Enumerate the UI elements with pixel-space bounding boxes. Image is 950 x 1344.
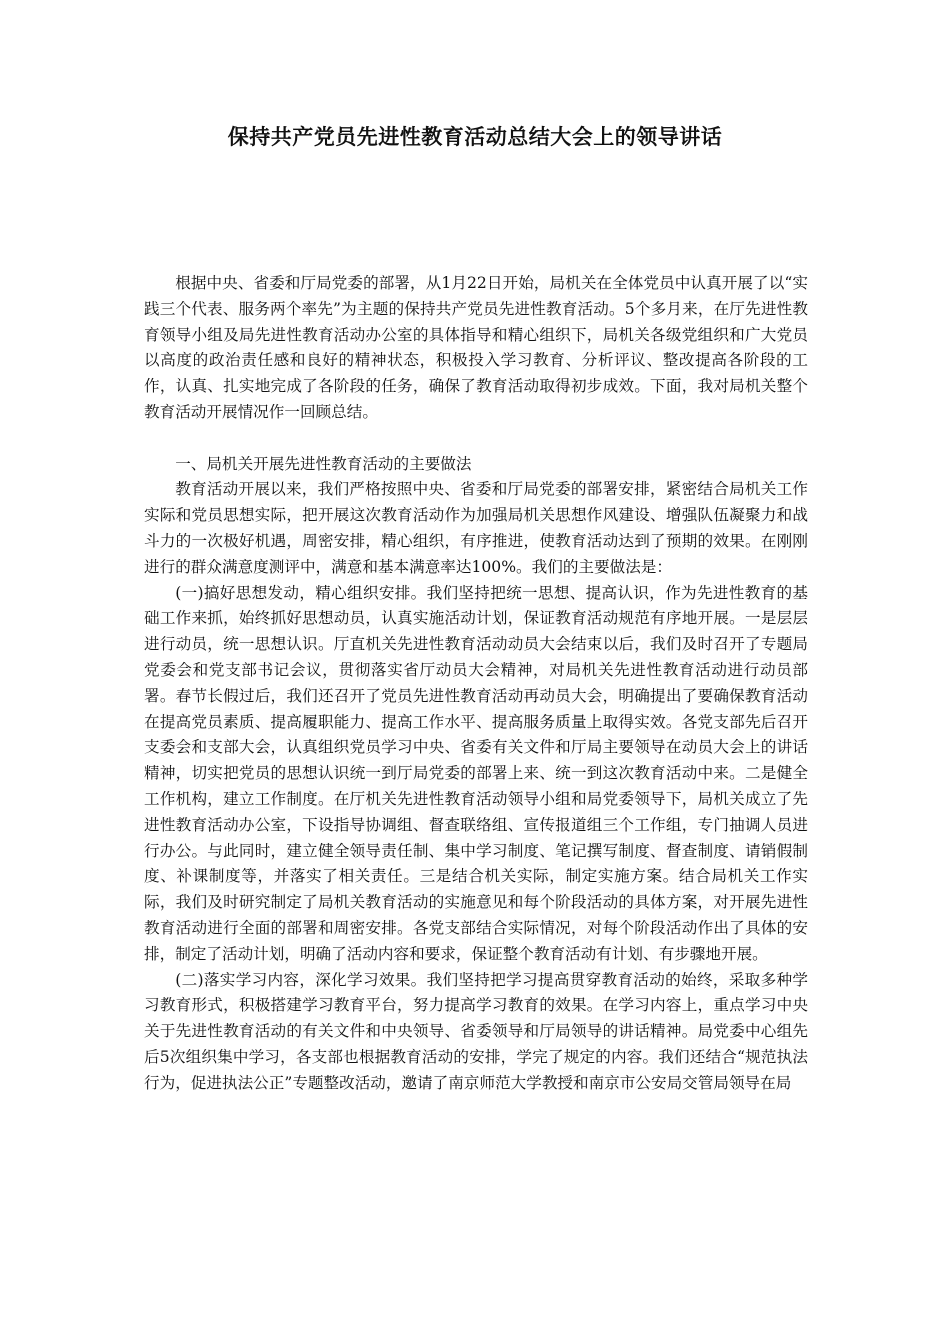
body-paragraph: 教育活动开展以来，我们严格按照中央、省委和厅局党委的部署安排，紧密结合局机关工作实际和党员思想实际，把开展这次教育活动作为加强局机关思想作风建设、增强队伍凝聚力和战斗力的一次极好机遇，周密安排，精心组织，有序推进，使教育活动达到了预期的效果。在刚刚进行的群众满意度测评中，满意和基本满意率达100%。我们的主要做法是： [144,480,808,576]
document-body [144,271,808,1097]
body-paragraph: (一)搞好思想发动，精心组织安排。我们坚持把统一思想、提高认识，作为先进性教育的基础工作来抓，始终抓好思想动员，认真实施活动计划，保证教育活动规范有序地开展。一是层层进行动员，统一思想认识。厅直机关先进性教育活动动员大会结束以后，我们及时召开了专题局党委会和党支部书记会议，贯彻落实省厅动员大会精神，对局机关先进性教育活动进行动员部署。春节长假过后，我们还召开了党员先进性教育活动再动员大会，明确提出了要确保教育活动在提高党员素质、提高履职能力、提高工作水平、提高服务质量上取得实效。各党支部先后召开支委会和支部大会，认真组织党员学习中央、省委有关文件和厅局主要领导在动员大会上的讲话精神，切实把党员的思想认识统一到厅局党委的部署上来、统一到这次教育活动中来。二是健全工作机构，建立工作制度。在厅机关先进性教育活动领导小组和局党委领导下，局机关成立了先进性教育活动办公室，下设指导协调组、督查联络组、宣传报道组三个工作组，专门抽调人员进行办公。与此同时，建立健全领导责任制、集中学习制度、笔记撰写制度、督查制度、请销假制度、补课制度等，并落实了相关责任。三是结合机关实际，制定实施方案。结合局机关工作实际，我们及时研究制定了局机关教育活动的实施意见和每个阶段活动的具体方案，对开展先进性教育活动进行全面的部署和周密安排。各党支部结合实际情况，对每个阶段活动作出了具体的安排，制定了活动计划，明确了活动内容和要求，保证整个教育活动有计划、有步骤地开展。 [144,583,808,963]
section-heading: 一、局机关开展先进性教育活动的主要做法 [175,454,472,473]
intro-paragraph: 根据中央、省委和厅局党委的部署，从1月22日开始，局机关在全体党员中认真开展了以“实践三个代表、服务两个率先”为主题的保持共产党员先进性教育活动。5个多月来，在厅先进性教育领导小组及局先进性教育活动办公室的具体指导和精心组织下，局机关各级党组织和广大党员以高度的政治责任感和良好的精神状态，积极投入学习教育、分析评议、整改提高各阶段的工作，认真、扎实地完成了各阶段的任务，确保了教育活动取得初步成效。下面，我对局机关整个教育活动开展情况作一回顾总结。 [144,274,808,421]
body-paragraph: (二)落实学习内容，深化学习效果。我们坚持把学习提高贯穿教育活动的始终，采取多种学习教育形式，积极搭建学习教育平台，努力提高学习教育的效果。在学习内容上，重点学习中央关于先进性教育活动的有关文件和中央领导、省委领导和厅局领导的讲话精神。局党委中心组先后5次组织集中学习，各支部也根据教育活动的安排，学完了规定的内容。我们还结合“规范执法行为，促进执法公正”专题整改活动，邀请了南京师范大学教授和南京市公安局交管局领导在局 [144,970,808,1092]
document-title: 保持共产党员先进性教育活动总结大会上的领导讲话 [227,125,723,149]
